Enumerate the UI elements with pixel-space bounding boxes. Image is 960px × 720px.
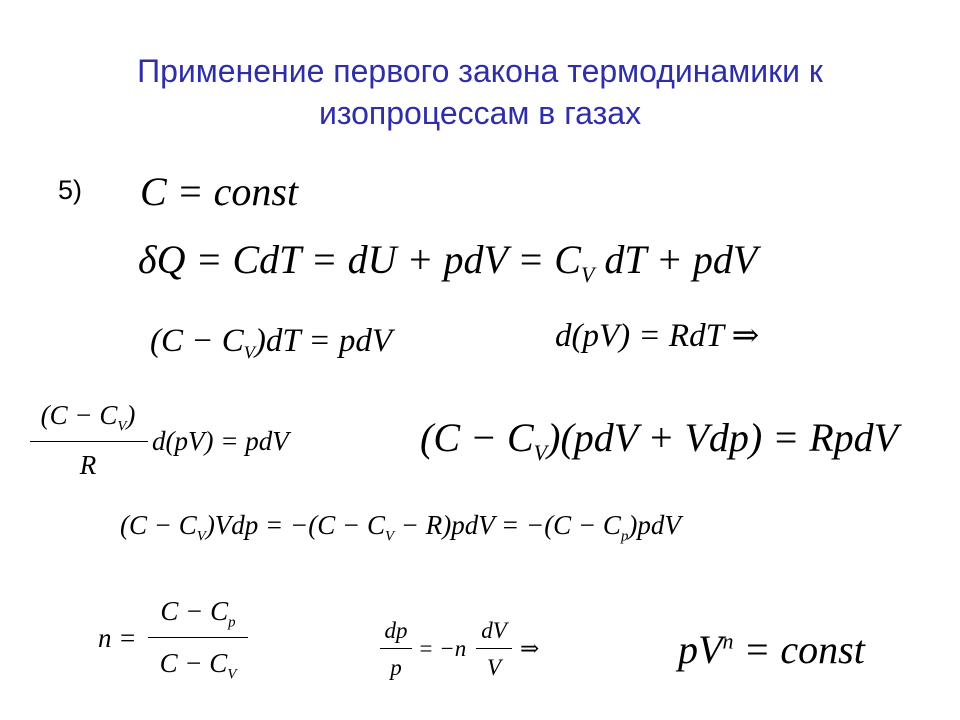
equation-combined: $(C - C_V)(pdV + Vdp)$ = RpdV [420,415,899,465]
equation-n-lhs: n = [98,623,137,653]
equation-heat-balance: $(C - C_V)dT$ = pdV [150,323,393,363]
fraction-bar [30,441,148,442]
equation-5-denominator: R [79,450,97,480]
equation-5-rest: d(pV) = pdV [152,426,289,456]
equation-c-const: C = const [140,169,299,214]
equation-5-numerator: $(C - C_V)$ [40,400,136,435]
item-number: 5) [58,175,83,205]
fraction-bar [148,637,248,638]
fraction-bar [476,648,512,649]
slide-title-line-1: Применение первого закона термодинамики к [137,53,823,89]
slide-title [60,50,900,134]
implies-arrow: ⇒ [520,636,540,661]
equation-minus-n: = −n [418,636,467,661]
equation-state-differential: d(pV) = RdT ⇒ [555,318,760,354]
equation-first-law: δQ = CdT = dU + pdV = $C_V$ dT + pdV [138,237,758,287]
slide-title-line-2: изопроцессам в газах [318,95,642,131]
equation-dv-denominator: V [486,655,502,680]
fraction-bar [380,648,412,649]
equation-rearranged: $(C - C_V)Vdp = -(C - C_V - R)pdV = -(C - C_p)pdV$ [120,510,681,545]
equation-dp-denominator: p [390,655,402,680]
equation-polytropic: $pV^n$ = const [678,627,865,672]
equation-n-numerator: $C - C_p$ [160,596,236,631]
equation-dv-numerator: dV [481,618,507,643]
equation-dp-numerator: dp [384,618,408,643]
equation-n-denominator: $C - C_V$ [159,648,237,683]
